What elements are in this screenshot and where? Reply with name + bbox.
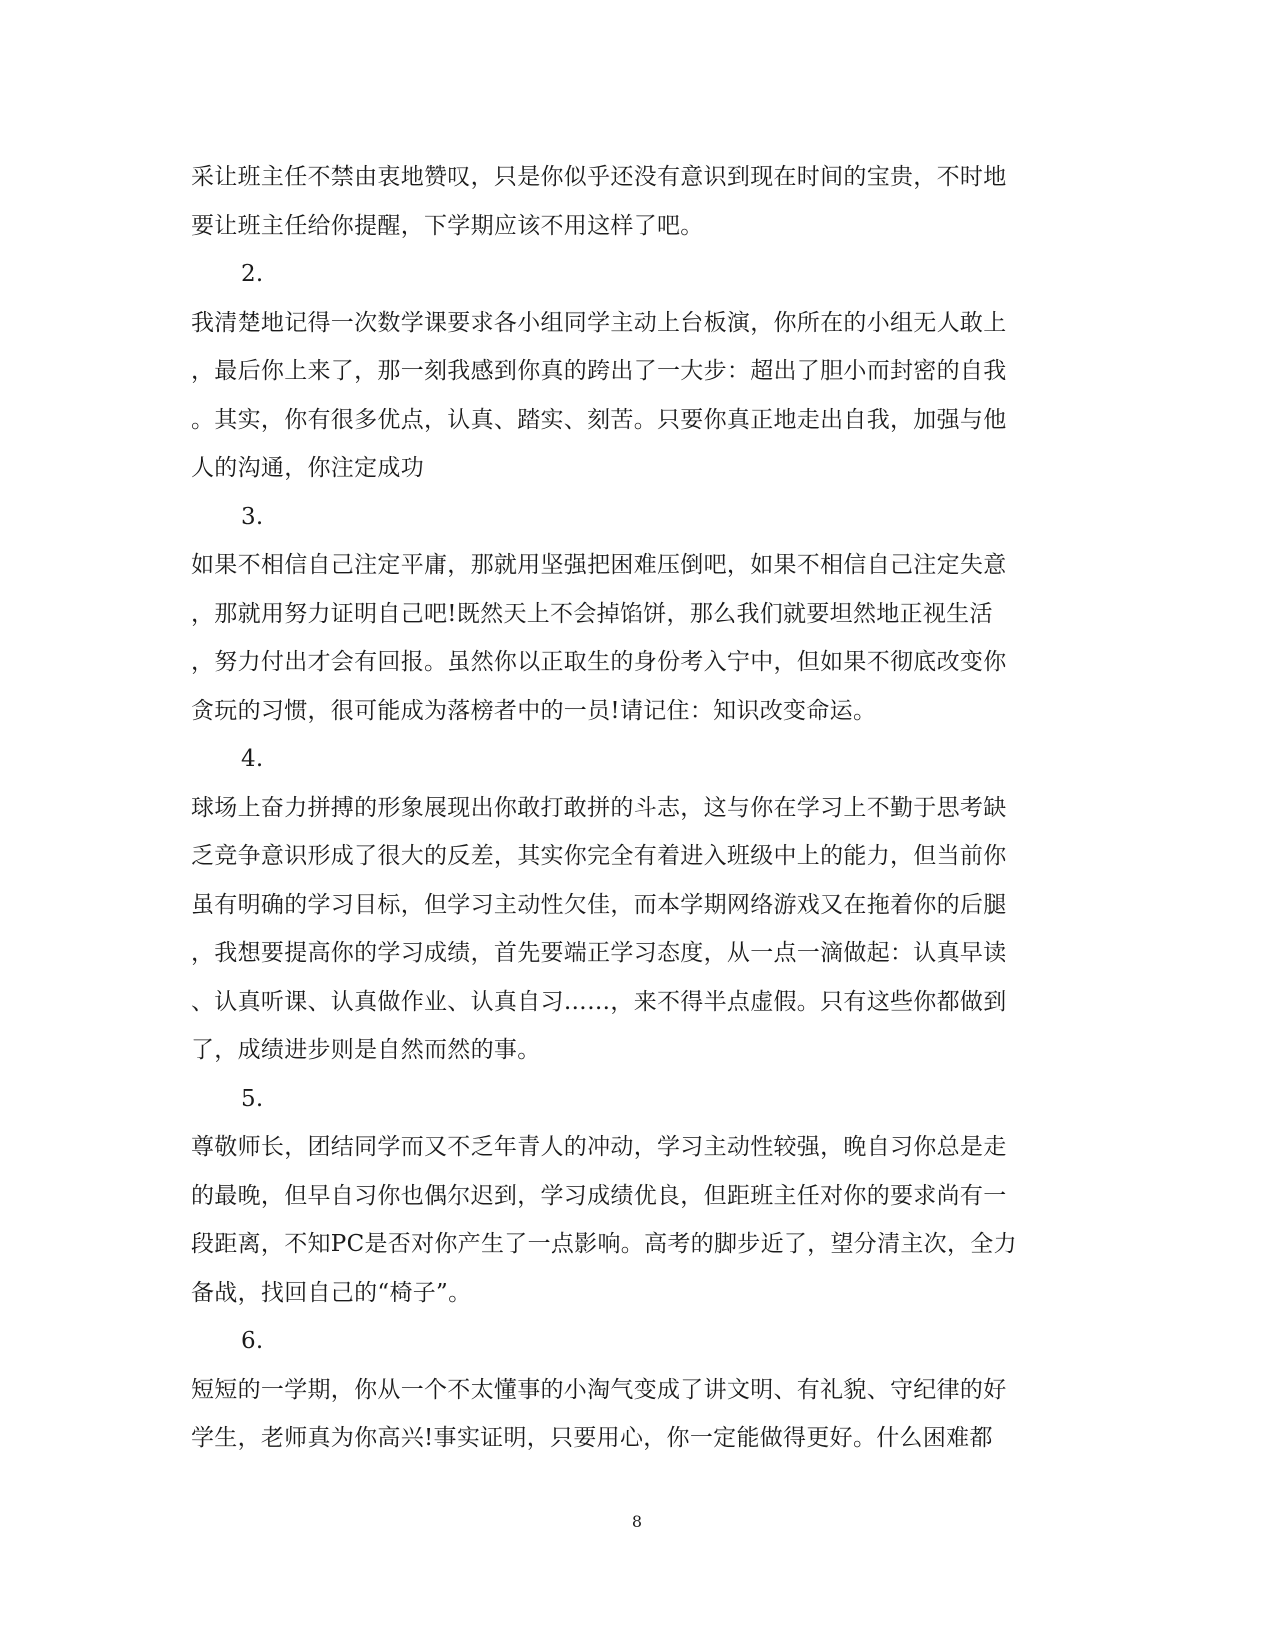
- body-text-line: ，那就用努力证明自己吧!既然天上不会掉馅饼，那么我们就要坦然地正视生活: [191, 600, 993, 627]
- body-text-line: 的最晚，但早自习你也偶尔迟到，学习成绩优良，但距班主任对你的要求尚有一: [191, 1182, 1007, 1209]
- body-text-line: 乏竞争意识形成了很大的反差，其实你完全有着进入班级中上的能力，但当前你: [191, 843, 1007, 869]
- body-text-line: 、认真听课、认真做作业、认真自习……，来不得半点虚假。只有这些你都做到: [191, 988, 1007, 1015]
- section-number: 2.: [241, 261, 264, 287]
- body-text-line: 备战，找回自己的“椅子”。: [191, 1279, 472, 1306]
- body-text-line: 了，成绩进步则是自然而然的事。: [191, 1037, 541, 1063]
- body-text-line: 学生，老师真为你高兴!事实证明，只要用心，你一定能做得更好。什么困难都: [191, 1425, 993, 1451]
- body-text-line: 尊敬师长，团结同学而又不乏年青人的冲动，学习主动性较强，晚自习你总是走: [191, 1134, 1007, 1160]
- body-text-line: 虽有明确的学习目标，但学习主动性欠佳，而本学期网络游戏又在拖着你的后腿: [191, 891, 1007, 918]
- body-text-line: 我清楚地记得一次数学课要求各小组同学主动上台板演，你所在的小组无人敢上: [191, 309, 1007, 336]
- body-text-line: ，最后你上来了，那一刻我感到你真的跨出了一大步：超出了胆小而封密的自我: [191, 358, 1007, 384]
- document-body: [191, 153, 1071, 1463]
- section-number: 6.: [241, 1328, 264, 1354]
- section-number: 3.: [241, 503, 264, 530]
- body-text-line: 球场上奋力拼搏的形象展现出你敢打敢拼的斗志，这与你在学习上不勤于思考缺: [191, 794, 1007, 821]
- body-text-line: 。其实，你有很多优点，认真、踏实、刻苦。只要你真正地走出自我，加强与他: [191, 406, 1007, 433]
- body-text-line: ，我想要提高你的学习成绩，首先要端正学习态度，从一点一滴做起：认真早读: [191, 940, 1007, 966]
- body-text-line: 如果不相信自己注定平庸，那就用坚强把困难压倒吧，如果不相信自己注定失意: [191, 552, 1007, 578]
- body-text-line: 短短的一学期，你从一个不太懂事的小淘气变成了讲文明、有礼貌、守纪律的好: [191, 1376, 1007, 1403]
- section-number: 5.: [241, 1085, 264, 1112]
- body-text-line: 要让班主任给你提醒，下学期应该不用这样了吧。: [191, 212, 704, 239]
- page-number: 8: [631, 1512, 643, 1531]
- body-text-line: 采让班主任不禁由衷地赞叹，只是你似乎还没有意识到现在时间的宝贵，不时地: [191, 164, 1007, 190]
- body-text-line: 段距离，不知PC是否对你产生了一点影响。高考的脚步近了，望分清主次，全力: [191, 1231, 1017, 1257]
- body-text-line: ，努力付出才会有回报。虽然你以正取生的身份考入宁中，但如果不彻底改变你: [191, 649, 1007, 675]
- body-text-line: 人的沟通，你注定成功: [191, 455, 424, 481]
- body-text-line: 贪玩的习惯，很可能成为落榜者中的一员!请记住：知识改变命运。: [191, 697, 877, 724]
- section-number: 4.: [241, 746, 264, 772]
